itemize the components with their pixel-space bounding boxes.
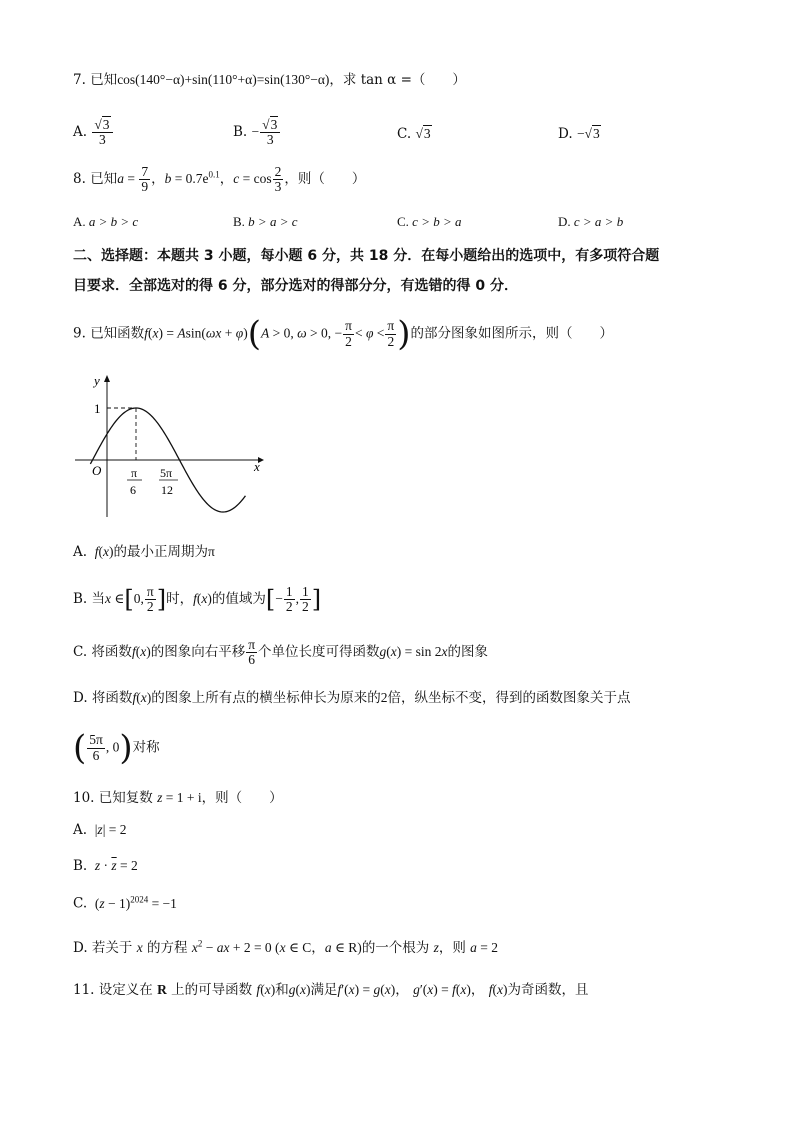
q9-number: 9. <box>73 325 86 342</box>
q8-option-c[interactable]: C. c > b > a <box>397 214 462 229</box>
q10-stem: 10. 已知复数 z = 1 + i，则（ ） <box>73 790 283 806</box>
q7-option-c[interactable]: C. √3 <box>397 126 431 142</box>
tick1-numerator: π <box>131 466 138 480</box>
q11-stem: 11. 设定义在 R 上的可导函数 f(x)和g(x)满足f′(x) = g(x)， g′(x) = f(x)， f(x)为奇函数，且 <box>73 982 589 998</box>
tick1-denominator: 6 <box>130 483 136 497</box>
q7-option-b[interactable]: B. − $\frac{√3}{3}$ <box>233 118 281 147</box>
q9-option-d-continued: ( $\frac{5\pi}{6}$ , 0)对称 <box>73 728 160 768</box>
q9-stem: 9. 已知函数f(x) = Asin(ωx + φ)(A > 0, ω > 0, − $\frac{\pi}{2}$ < φ < $\frac{\pi}{2}$ )的部分图象如图所示，则（ ） <box>73 314 613 354</box>
q10-option-c[interactable]: C. $(z - 1)^{2024} = -1$ <box>73 894 177 912</box>
q10-option-d[interactable]: D. 若关于 x 的方程 $x^2$ − ax + 2 = 0 (x ∈ C，a ∈ R)的一个根为 z，则 a = 2 <box>73 938 499 956</box>
q7-option-a[interactable]: A. $\frac{√3}{3}$ <box>73 118 114 147</box>
q7-option-c-value: √3 <box>415 126 431 141</box>
q9-option-a[interactable]: A. f(x)的最小正周期为π <box>73 544 215 560</box>
q8-stem: 8. 已知a = $\frac{7}{9}$ ，$b = 0.7e^{0.1}$，c = cos $\frac{2}{3}$ ，则（ ） <box>73 164 366 195</box>
x-axis-label: x <box>254 459 260 474</box>
q7-stem: 7. 已知cos(140°−α)+sin(110°+α)=sin(130°−α)，求 tan α =（ ） <box>73 72 466 88</box>
q11-number: 11. <box>73 982 95 998</box>
origin-label: O <box>92 463 102 478</box>
q8-option-a[interactable]: A. a > b > c <box>73 214 139 229</box>
q8-number: 8. <box>73 171 86 188</box>
q8-option-b[interactable]: B. b > a > c <box>233 214 298 229</box>
section2-heading-line1: 二、选择题：本题共 3 小题，每小题 6 分，共 18 分．在每小题给出的选项中，有多项符合题 <box>73 248 660 264</box>
q9-option-c[interactable]: C. 将函数f(x)的图象向右平移 $\frac{\pi}{6}$ 个单位长度可得函数g(x) = sin 2x的图象 <box>73 637 489 668</box>
y-axis-label: y <box>94 373 100 388</box>
section2-heading-line2: 目要求．全部选对的得 6 分，部分选对的得部分分，有选错的得 0 分． <box>73 278 518 294</box>
q7-option-b-value: $\frac{√3}{3}$ <box>260 118 280 147</box>
peak-value-label: 1 <box>94 401 101 416</box>
q9-option-b[interactable]: B. 当x ∈[0, $\frac{\pi}{2}$ ]时，f(x)的值域为[− $\frac{1}{2}$ , $\frac{1}{2}$ ] <box>73 584 322 615</box>
q9-option-d[interactable]: D. 将函数f(x)的图象上所有点的横坐标伸长为原来的2倍，纵坐标不变，得到的函数图象关于点 <box>73 690 631 706</box>
q10-option-a[interactable]: A. |z| = 2 <box>73 822 127 838</box>
y-axis-arrow-icon <box>104 375 110 382</box>
q10-option-b[interactable]: B. $z \cdot \overline{z} = 2$ <box>73 858 138 874</box>
q10-number: 10. <box>73 790 95 806</box>
q8-option-d[interactable]: D. c > a > b <box>558 214 624 229</box>
q7-equation: cos(140°−α)+sin(110°+α)=sin(130°−α) <box>117 72 330 87</box>
tick2-numerator: 5π <box>160 466 173 480</box>
q7-option-d-value: −√3 <box>576 126 600 141</box>
q7-option-d[interactable]: D. −√3 <box>558 126 600 142</box>
q7-option-a-value: $\frac{√3}{3}$ <box>92 118 112 147</box>
q7-number: 7. <box>73 72 86 88</box>
tick2-denominator: 12 <box>161 483 173 497</box>
q9-sine-graph <box>70 372 270 522</box>
